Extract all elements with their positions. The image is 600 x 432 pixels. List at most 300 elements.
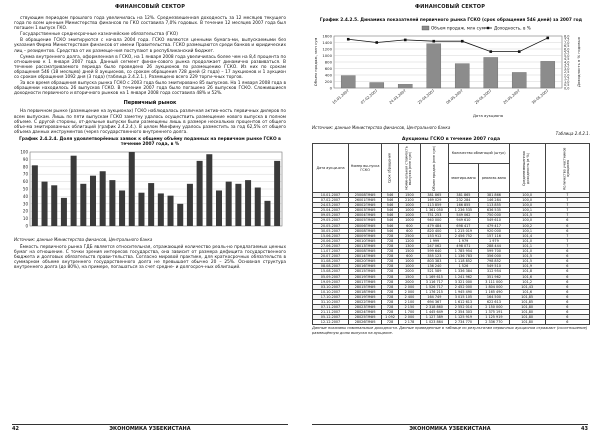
bar — [138, 193, 144, 226]
table-cell: 28002ГМФ5 — [349, 203, 382, 208]
table-cell: 2000 — [398, 279, 420, 284]
line-point — [489, 50, 492, 53]
table-cell: 546 — [382, 223, 399, 228]
table-cell: 05.12.2007 — [313, 315, 349, 320]
table-cell: 6 — [545, 259, 589, 264]
y-left-tick-label: 400 — [324, 72, 332, 78]
table-cell: 728 — [382, 310, 399, 315]
table-cell: 694 367 — [421, 299, 449, 304]
y-right-tick-label: 2,5 — [564, 70, 570, 75]
table-cell: 07.11.2007 — [313, 305, 349, 310]
table-cell: 247 062 — [421, 243, 449, 248]
table-cell: 3 111 000 — [479, 279, 509, 284]
table-cell: 101,85 — [509, 294, 545, 299]
combo-chart-546-day-bonds — [312, 24, 590, 120]
table-cell: 1 176 215 — [421, 289, 449, 294]
table-cell: 28026ГМФ5 — [349, 320, 382, 325]
y-right-tick-label: 4,0 — [564, 60, 570, 65]
table-cell: 546 — [382, 228, 399, 233]
table-cell: 6 — [545, 228, 589, 233]
table-cell: 169 029 — [421, 198, 449, 203]
y-left-tick-label: 1600 — [322, 33, 332, 39]
table-cell: 28005ГМФ5 — [349, 218, 382, 223]
table-cell: 28018ГМФ5 — [349, 289, 382, 294]
table-cell: 07.02.2007 — [313, 198, 349, 203]
table-cell: 549 610 — [479, 218, 509, 223]
table-cell: 28006ГМФ5 — [349, 223, 382, 228]
table-cell: 312 954 — [479, 269, 509, 274]
table-cell: 232 284 — [448, 198, 478, 203]
table-cell: 101,43 — [509, 284, 545, 289]
table-cell: 498 071 — [448, 243, 478, 248]
table-cell: 728 — [382, 259, 399, 264]
table-cell: 17.10.2007 — [313, 294, 349, 299]
bar — [109, 180, 115, 226]
table-cell: 479 417 — [479, 223, 509, 228]
chart-source-left: Источник: данные Министерства финансов, Центрального банка — [14, 236, 153, 242]
table-cell: 1 127 389 — [421, 315, 449, 320]
table-cell: 546 — [382, 208, 399, 213]
table-cell: 113 855 — [479, 203, 509, 208]
table-cell: 20.06.2007 — [313, 238, 349, 243]
table-cell: 28008ГМФ5 — [349, 249, 382, 254]
chart-source-right: Источник: данные Министерства финансов, Центрального банка — [312, 125, 451, 130]
yield-line — [348, 38, 548, 52]
table-cell: 05.09.2007 — [313, 274, 349, 279]
bar — [274, 161, 280, 226]
bar — [264, 201, 270, 226]
table-cell: 546 — [382, 213, 399, 218]
table-cell: 2 354 303 — [448, 310, 478, 315]
table-cell: 351 962 — [479, 274, 509, 279]
table-cell: 101,6 — [509, 274, 545, 279]
table-cell: 6 — [545, 223, 589, 228]
y-right-tick-label: 7,0 — [564, 40, 570, 45]
table-cell: 100,0 — [509, 218, 545, 223]
paragraph: В обращение ГСКО эмитируются с начала 2004 года. ГСКО являются ценными бумага-ми, выпускаемыми без указания Фирма Министерством финансов от имени Правительства. ГСКО размещаются среди банков и юридических лиц – резидентов. Средства от их размеще-ния поступают в республиканский бюджет. — [14, 38, 286, 54]
paragraph: ствующим периодом прошлого года увеличилась на 12%. Среднезвешенная доходность за 12 месяцев текущего года по всем ценным Министерства финансов по ГКО составила 7,0% годовых. В течение 12 месяцев 2007 года был погашен 1 выпуск ГКО. — [14, 16, 286, 32]
table-cell: 6 — [545, 310, 589, 315]
y-tick-label: 50 — [22, 186, 28, 192]
x-axis-title: Дата аукциона — [472, 113, 504, 118]
table-cell: 549 510 — [479, 264, 509, 269]
table-row — [313, 320, 590, 325]
table-cell: 10.01.2007 — [313, 193, 349, 198]
table-cell: 1 526 — [448, 264, 478, 269]
table-cell: 1 785 954 — [448, 249, 478, 254]
magazine-name-left: ЭКОНОМИКА УЗБЕКИСТАНА — [109, 426, 191, 432]
column-header-sold: реализо-вано — [479, 163, 509, 192]
y-tick-label: 40 — [22, 193, 28, 199]
table-cell: 166 855 — [448, 203, 478, 208]
paragraph: Государственные среднесрочные казначейские обязательства (ГКО) — [20, 32, 178, 38]
table-cell: 24.03.2007 — [313, 203, 349, 208]
table-cell: 6 — [545, 249, 589, 254]
table-cell: 28014ГМФ5 — [349, 254, 382, 259]
table-cell: 599 700 — [479, 249, 509, 254]
table-cell: 479 484 — [421, 223, 449, 228]
chart-title-right: График 2.4.2.5. Динамика показателей первичного рынка ГСКО (срок обращения 546 дней) за 2007 год — [319, 18, 583, 23]
table-cell: 101,1 — [509, 243, 545, 248]
table-cell: 2 452 000 — [448, 284, 478, 289]
y-right-tick-label: 3,0 — [564, 66, 570, 71]
table-cell: 521 589 — [421, 269, 449, 274]
x-tick-label: 07.02.2007 — [360, 88, 379, 105]
table-cell: 100,1 — [509, 208, 545, 213]
table-cell: 100,2 — [509, 223, 545, 228]
table-cell: 2 150 000 — [479, 305, 509, 310]
table-cell: 1 023 864 — [421, 320, 449, 325]
table-cell: 1 979 — [448, 238, 478, 243]
table-cell: 2500 — [398, 233, 420, 238]
table-cell: 101,5 — [509, 254, 545, 259]
table-cell: 1 125 919 — [479, 315, 509, 320]
table-cell: 153 912 — [421, 233, 449, 238]
x-tick-label: 25.04.2007 — [417, 88, 436, 105]
table-cell: 28022ГМФ5 — [349, 299, 382, 304]
table-cell: 28009ГМФ5 — [349, 233, 382, 238]
auctions-table — [312, 143, 590, 325]
table-cell: 1 165 490 — [479, 289, 509, 294]
table-cell: 728 — [382, 249, 399, 254]
bar — [427, 44, 441, 88]
table-cell: 101,4 — [509, 233, 545, 238]
bar — [197, 161, 203, 226]
table-cell: 728 — [382, 299, 399, 304]
right-footer — [312, 424, 588, 432]
table-cell: 6 — [545, 305, 589, 310]
table-cell: 28023ГМФ5 — [349, 305, 382, 310]
y-right-tick-label: 0,0 — [564, 86, 570, 91]
bar — [119, 190, 125, 226]
table-cell: 164 749 — [421, 294, 449, 299]
table-cell: 698 417 — [448, 223, 478, 228]
table-cell: 546 — [382, 198, 399, 203]
table-cell: 19.09.2007 — [313, 279, 349, 284]
table-cell: 728 — [382, 238, 399, 243]
y-right-tick-label: 0,5 — [564, 83, 570, 88]
table-cell: 28015ГМФ5 — [349, 269, 382, 274]
bar — [484, 57, 498, 88]
table-cell: 7 — [545, 238, 589, 243]
table-cell: 6 — [545, 299, 589, 304]
section-title: Первичный рынок — [123, 100, 177, 107]
table-cell: 728 — [382, 243, 399, 248]
table-cell: 100,0 — [509, 203, 545, 208]
table-cell: 1 236 535 — [448, 208, 478, 213]
line-point — [404, 39, 407, 42]
table-cell: 28017ГМФ5 — [349, 279, 382, 284]
table-cell: 08.08.2007 — [313, 264, 349, 269]
bar — [42, 181, 48, 225]
chart-title-left: График 2.4.2.4. Доля удовлетворённых заявок к общему объёму поданных на первичном рынке ГСКО в течение 2007 года, в % — [19, 136, 281, 147]
table-cell: 30.05.2007 — [313, 228, 349, 233]
table-cell: 21.11.2007 — [313, 310, 349, 315]
table-cell: 1 612 613 — [448, 299, 478, 304]
y-right-tick-label: 8,0 — [564, 34, 570, 39]
y-left-tick-label: 200 — [324, 78, 332, 84]
table-cell: 26001ГМФ5 — [349, 198, 382, 203]
x-tick-label: 09.05.2007 — [445, 88, 464, 105]
legend-bar-swatch — [422, 26, 429, 30]
bar — [455, 64, 469, 88]
table-cell: 157 116 — [479, 233, 509, 238]
table-cell: 6 — [545, 264, 589, 269]
table-cell: 12.12.2007 — [313, 320, 349, 325]
table-cell: 2 734 770 — [448, 320, 478, 325]
table-cell: 728 — [382, 254, 399, 259]
table-cell: 599 640 — [421, 249, 449, 254]
x-tick-label: 30.05.2007 — [531, 88, 550, 105]
bar — [148, 183, 154, 226]
bar — [32, 165, 38, 226]
table-cell: 29.05.2007 — [313, 218, 349, 223]
table-cell: 27.06.2007 — [313, 243, 349, 248]
table-cell: 15.08.2007 — [313, 269, 349, 274]
line-point — [375, 41, 378, 44]
table-cell: 2 336 770 — [479, 320, 509, 325]
table-cell: 1 999 — [421, 238, 449, 243]
table-cell: 798 852 — [479, 259, 509, 264]
column-header-volume: Объем продаж (млн сум) — [421, 144, 449, 193]
table-cell: 28003ГМФ5 — [349, 208, 382, 213]
table-cell: 728 — [382, 233, 399, 238]
y-right-tick-label: 7,5 — [564, 37, 570, 42]
y-right-tick-label: 6,0 — [564, 47, 570, 52]
table-cell: 1 945 490 — [448, 289, 478, 294]
table-cell: 728 — [382, 264, 399, 269]
line-point — [518, 50, 521, 53]
table-cell: 31.10.2007 — [313, 299, 349, 304]
table-cell: 381 865 — [448, 193, 478, 198]
x-tick-label: 24.03.2007 — [388, 88, 407, 105]
table-cell: 1000 — [398, 208, 420, 213]
table-cell: 1000 — [398, 218, 420, 223]
table-cell: 2100 — [398, 198, 420, 203]
bar — [80, 184, 86, 226]
y-left-tick-label: 800 — [324, 59, 332, 65]
table-cell: 7 — [545, 213, 589, 218]
left-running-head: ФИНАНСОВЫЙ СЕКТОР — [114, 4, 186, 10]
table-cell: 6 — [545, 254, 589, 259]
table-footnote: Данные показаны номинальные доходности. Данные приведенные в таблице по результатам первичных аукционов отражают (сооотношение) размещённую долю выпуска на аукционе. — [312, 326, 588, 335]
table-cell: 25008ГМФ5 — [349, 193, 382, 198]
bar — [129, 152, 135, 226]
table-cell: 100,0 — [509, 193, 545, 198]
paragraph: На первичном рынке (размещение на аукционах) ГСКО наблюдалась различная актив-ность первичных дилеров по всем выпускам. Лишь по пяти выпускам ГСКО заметну удалось осуществить размещение нового выпуска в полном объеме. С другой стороны, от-дельные выпуски были размещены лишь в размере нескольких процентов от общего объе-ма эмитированных облигаций (график 2.4.2.4.). В целом Минфину удалось разместить за год 62,5% от общего объема данных инструментов (через государственного внутреннего долга. — [14, 109, 286, 135]
bar — [187, 184, 193, 226]
table-cell: 6 — [545, 289, 589, 294]
bar — [206, 154, 212, 226]
table-cell: 6 — [545, 279, 589, 284]
bar — [370, 83, 384, 88]
y-left-axis-title: Объем продаж, млн сум — [313, 37, 318, 87]
table-cell: 381 866 — [479, 193, 509, 198]
legend-line-label: Доходность, в % — [494, 25, 531, 31]
bar — [398, 84, 412, 88]
table-cell: 20.07.2007 — [313, 254, 349, 259]
table-cell: 6 — [545, 269, 589, 274]
bar — [100, 171, 106, 226]
table-cell: 101,6 — [509, 289, 545, 294]
column-header-number: Номер вы-пуска ГСКО — [349, 144, 382, 193]
table-cell: 1 526 717 — [421, 284, 449, 289]
table-cell: 6 — [545, 315, 589, 320]
table-cell: 101,5 — [509, 259, 545, 264]
table-cell: 09.05.2007 — [313, 213, 349, 218]
table-cell: 3 321 000 — [448, 279, 478, 284]
table-cell: 1 700 — [398, 310, 420, 315]
y-left-tick-label: 1200 — [322, 46, 332, 52]
table-cell: 288 444 — [479, 243, 509, 248]
table-cell: 1000 — [398, 264, 420, 269]
table-cell: 101,8 — [509, 269, 545, 274]
table-cell: 113 859 — [421, 203, 449, 208]
table-cell: 136 240 — [421, 264, 449, 269]
table-cell: 6 — [545, 294, 589, 299]
table-cell: 1 215 019 — [448, 228, 478, 233]
table-cell: 2 178 — [398, 320, 420, 325]
table-cell: 100,1 — [509, 228, 545, 233]
left-text-top — [14, 16, 286, 96]
y-left-tick-label: 0 — [329, 85, 332, 91]
y-tick-label: 60 — [22, 178, 28, 184]
table-cell: 28024ГМФ5 — [349, 310, 382, 315]
table-cell: 549 062 — [448, 213, 478, 218]
table-cell: 100,0 — [509, 198, 545, 203]
table-cell: 728 — [382, 279, 399, 284]
table-cell: 101,5 — [509, 213, 545, 218]
table-cell: 728 — [382, 320, 399, 325]
bar — [177, 204, 183, 226]
table-cell: 600 — [398, 228, 420, 233]
column-header-yield: Средневзвешенная доходность (в %) — [509, 144, 545, 193]
table-cell: 3 015 105 — [448, 294, 478, 299]
y-right-tick-label: 1,0 — [564, 79, 570, 84]
table-cell: 6 — [545, 218, 589, 223]
paragraph: Сумма внутреннего долга, оформленная в ГСКО, на 1 января 2008 года увеличилась более чем на 8,4 процента по отношению к 1 января 2007 года. Данный сегмент финан-сового рынка продолжает динамично развиваться. В течение рассматриваемого периода было проведено 26 аукционов по размещению ГСКО. Из них по срокам обращения 546 (18 месяцев) дней 8 аукционов, со сроком обращения 728 дней (2 года) – 17 аукционов и 1 аукцион со сроком обращения 1092 дня (3 года) (таблица 2.4.2.1.). Размещено всего 229 торги-чных торгов. — [14, 54, 286, 81]
table-cell: 101,0 — [509, 238, 545, 243]
y-left-tick-label: 1400 — [322, 39, 332, 45]
column-header-date: Дата аукци-она — [313, 144, 349, 193]
y-tick-label: 20 — [22, 208, 28, 214]
table-cell: 3 116 717 — [421, 279, 449, 284]
table-cell: 28015ГМФ5 — [349, 284, 382, 289]
bar — [71, 156, 77, 226]
table-cell: 101,0 — [509, 249, 545, 254]
table-cell: 101,85 — [509, 299, 545, 304]
y-right-axis-title: Доходность в % годовых — [576, 36, 581, 88]
legend-line-marker — [487, 27, 489, 29]
table-cell: 26010ГМФ5 — [349, 238, 382, 243]
table-cell: 101,2 — [509, 279, 545, 284]
bar — [245, 180, 251, 226]
table-cell: 01.08.2007 — [313, 259, 349, 264]
line-point — [432, 40, 435, 43]
line-point — [461, 40, 464, 43]
table-cell: 11.07.2007 — [313, 249, 349, 254]
x-tick-label: 29.05.2007 — [474, 88, 493, 105]
table-cell: 28019ГМФ5 — [349, 294, 382, 299]
right-running-head: ФИНАНСОВЫЙ СЕКТОР — [414, 4, 486, 10]
table-cell: 600 — [398, 254, 420, 259]
table-cell: 1 361 050 — [421, 208, 449, 213]
table-cell: 2 000 — [398, 289, 420, 294]
y-right-tick-label: 6,5 — [564, 44, 570, 49]
table-number: Таблица 2.4.2.1. — [555, 131, 590, 136]
bar — [90, 176, 96, 226]
table-cell: 1000 — [398, 259, 420, 264]
table-cell: 1200 — [398, 238, 420, 243]
x-tick-label: 20.05.2007 — [502, 88, 521, 105]
table-cell: 101,80 — [509, 305, 545, 310]
table-cell: 622 613 — [479, 299, 509, 304]
table-cell: 1 804 000 — [479, 284, 509, 289]
auctions-table-body — [313, 193, 590, 325]
table-cell: 751 253 — [421, 213, 449, 218]
table-cell: 2 318 860 — [421, 305, 449, 310]
bar — [226, 181, 232, 225]
bar — [235, 184, 241, 226]
table-cell: 1000 — [398, 213, 420, 218]
table-cell: 728 — [382, 289, 399, 294]
table-cell: 7 — [545, 208, 589, 213]
table-cell: 1 169 615 — [421, 274, 449, 279]
table-cell: 356 000 — [479, 254, 509, 259]
bar — [541, 61, 555, 88]
table-cell: 803 383 — [421, 259, 449, 264]
table-cell: 6 — [545, 320, 589, 325]
table-cell: 1 118 852 — [448, 259, 478, 264]
table-cell: 101,80 — [509, 310, 545, 315]
paragraph: За все время обращения выпуска рынка ГСКО с 2003 года было эмитировано 85 выпусков. На 1 января 2008 года в обращении находилось 26 выпусков ГСКО. В течение 2007 года было погашено 26 выпусков ГСКО. Сложившиеся доходности первичного и вторичного рынков на 1 января 2008 года составила 48% и 52%. — [14, 81, 286, 97]
table-cell: 636 535 — [479, 208, 509, 213]
paragraph: Ёмкость первичного рынка ГДБ является относительная, отражающей количество реаль-но предлагаемых ценных бумаг на отношение. С точки зрения интересов государства, она зависит от размера дефицита государственного бюджета и долговых обязательств прави-тельства. Согласно мировой практике, для краткосрочных обязательств в суммарном объеме внутреннего государственного долга не превышает обычно 20 – 25%. Основная структура внутреннего долга (до 80%), на примере, погашаться за счет средне- и долгосроч-ных облигаций. — [14, 244, 286, 271]
table-cell: 2 000 — [398, 315, 420, 320]
bar — [158, 193, 164, 226]
table-cell: 101,80 — [509, 320, 545, 325]
table-cell: 546 — [382, 218, 399, 223]
table-cell: 1500 — [398, 274, 420, 279]
column-header-term: Срок обращения — [382, 144, 399, 193]
table-cell: 28016ГМФ5 — [349, 264, 382, 269]
table-cell: 7 — [545, 243, 589, 248]
right-page — [300, 0, 600, 432]
table-cell: 1 125 919 — [448, 315, 478, 320]
table-cell: 1300 — [398, 243, 420, 248]
y-tick-label: 10 — [22, 215, 28, 221]
line-point — [347, 38, 350, 41]
table-cell: 2 000 — [398, 284, 420, 289]
table-cell: 820 400 — [421, 228, 449, 233]
y-right-tick-label: 4,5 — [564, 57, 570, 62]
table-cell: 1 241 962 — [448, 274, 478, 279]
table-cell: 7 — [545, 203, 589, 208]
table-cell: 2 552 014 — [448, 305, 478, 310]
table-cell: 600 — [398, 223, 420, 228]
table-cell: 28025ГМФ5 — [349, 315, 382, 320]
table-cell: 25.04.2007 — [313, 208, 349, 213]
table-cell: 2000 — [398, 269, 420, 274]
table-cell: 20.05.2007 — [313, 223, 349, 228]
table-cell: 920 000 — [479, 228, 509, 233]
table-cell: 750 000 — [479, 213, 509, 218]
table-cell: 1 375 191 — [479, 310, 509, 315]
page-number-right: 43 — [581, 426, 588, 432]
table-cell: 728 — [382, 284, 399, 289]
y-left-tick-label: 600 — [324, 65, 332, 71]
y-tick-label: 0 — [25, 223, 28, 229]
